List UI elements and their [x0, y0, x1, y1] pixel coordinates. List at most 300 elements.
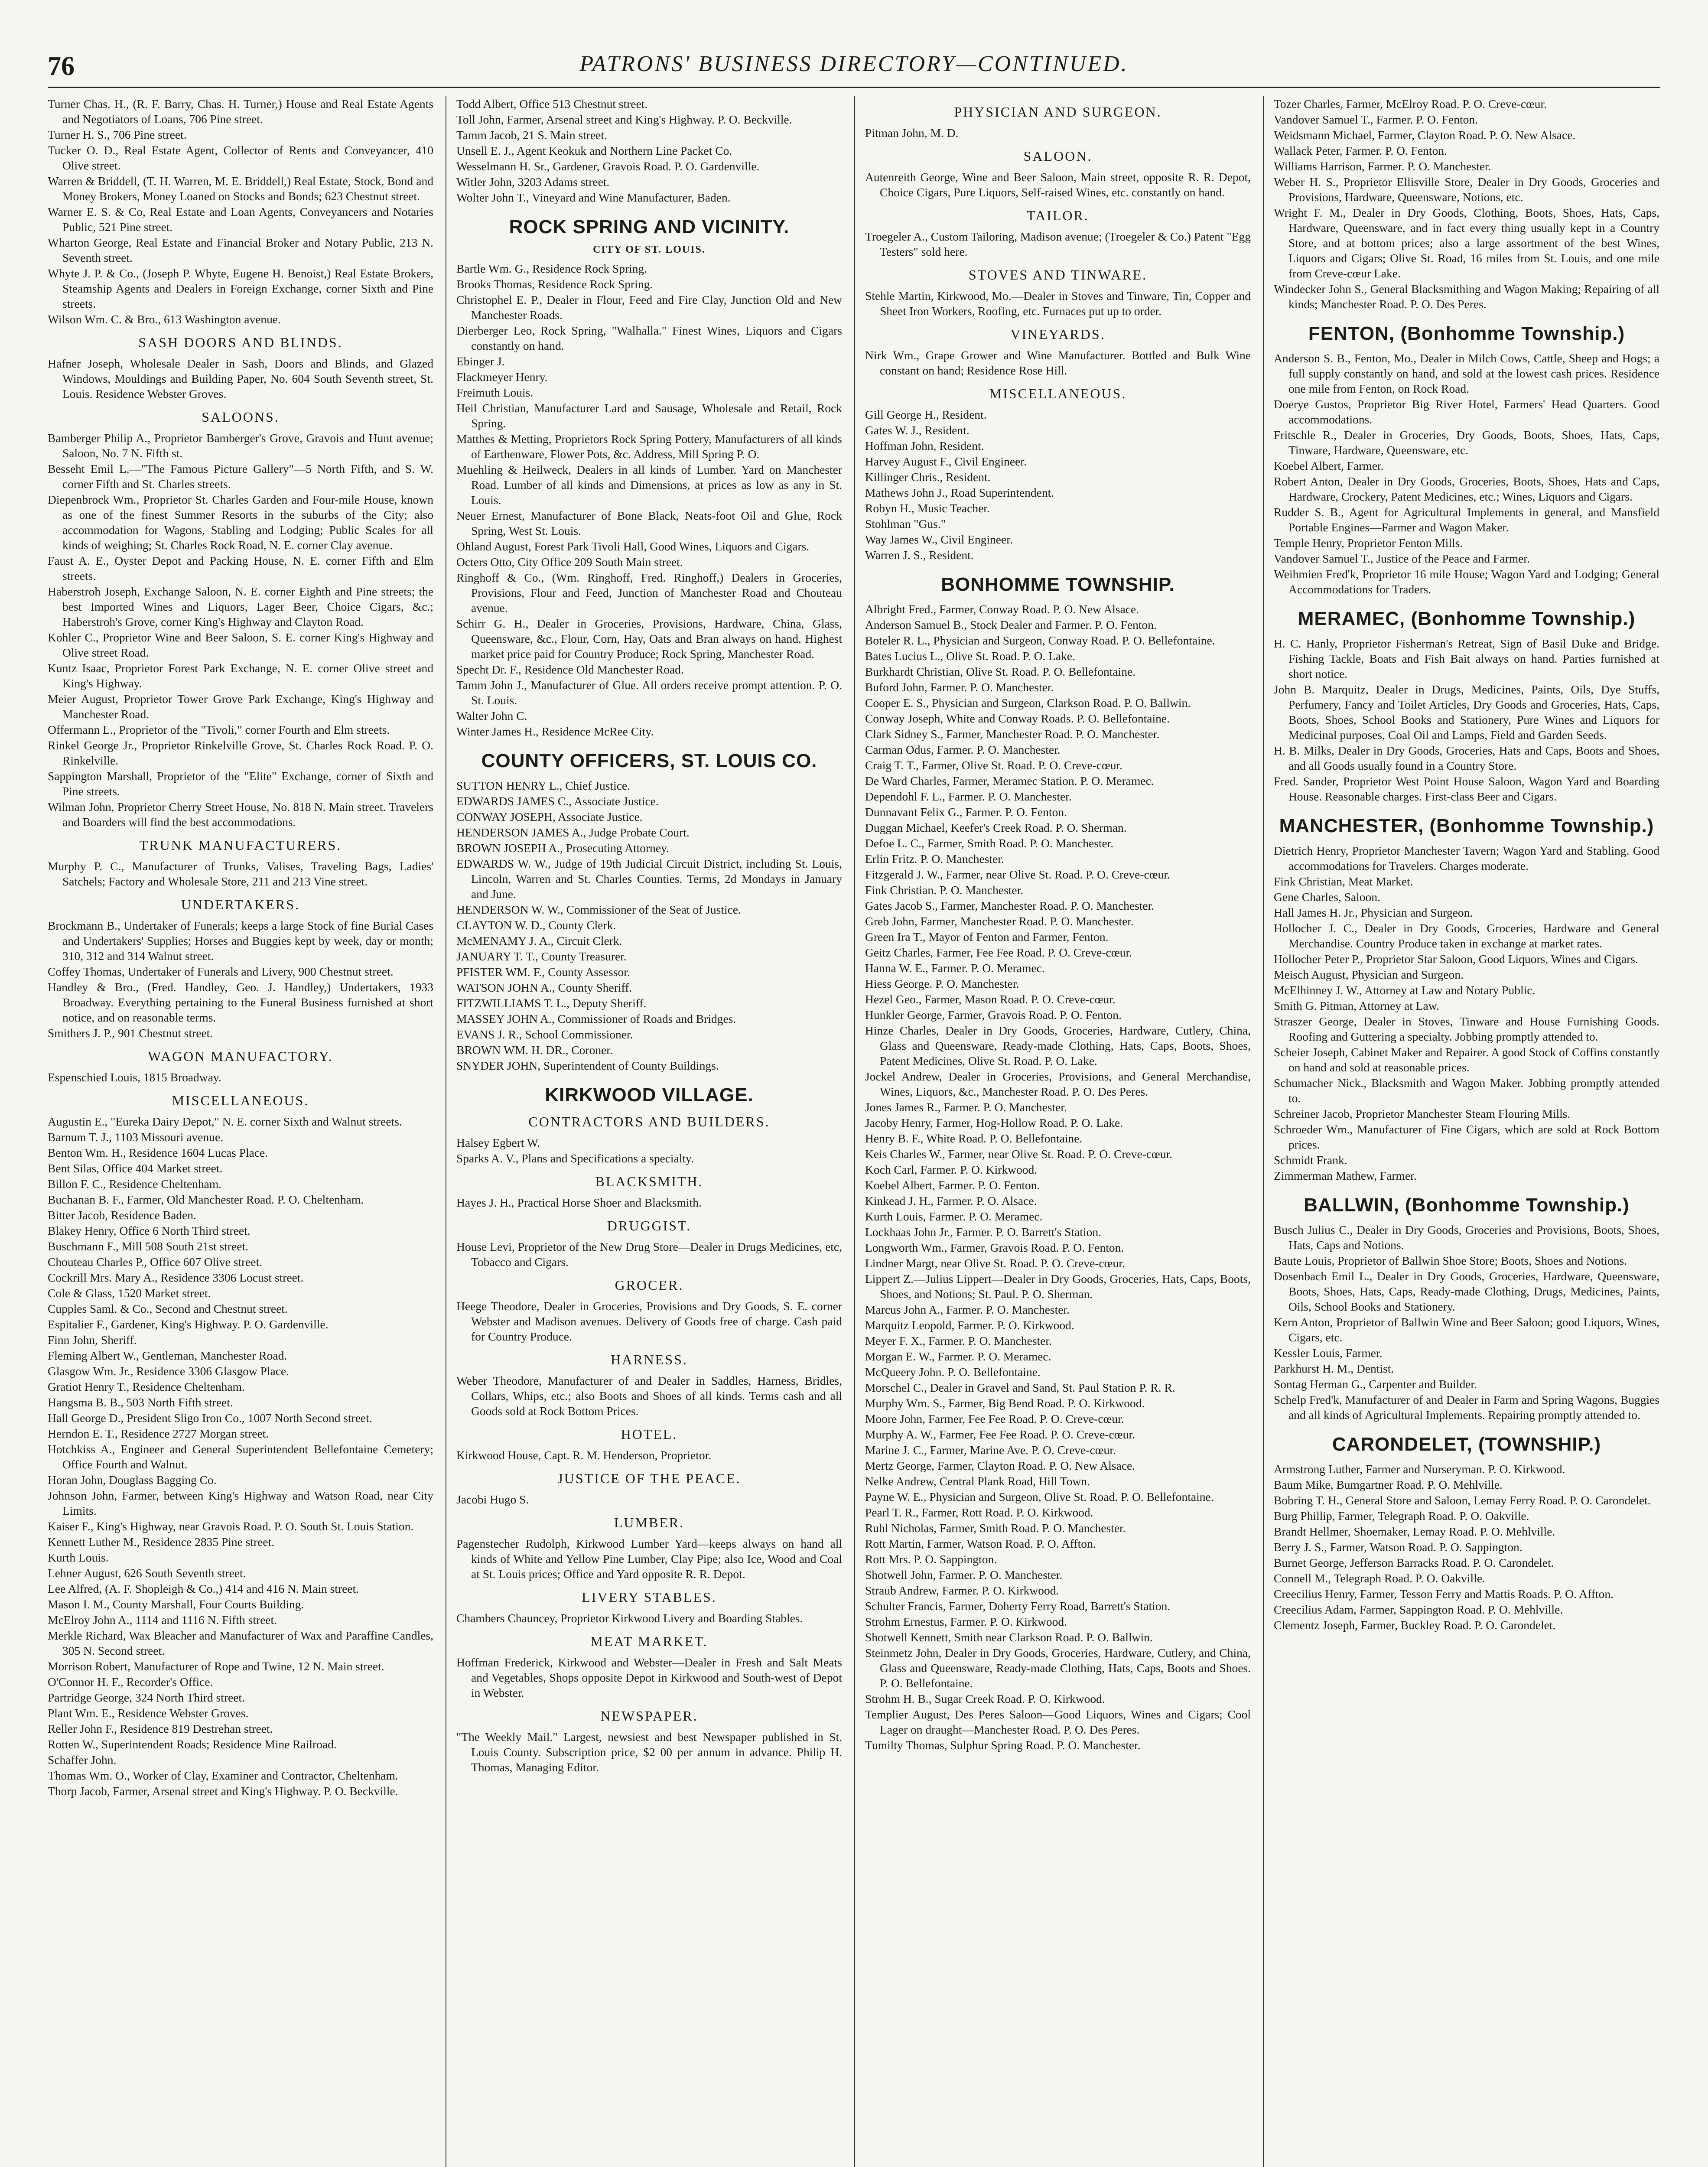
directory-entry: CONWAY JOSEPH, Associate Justice.: [456, 810, 643, 823]
section-heading: LUMBER.: [614, 1515, 685, 1530]
directory-entry: Hunkler George, Farmer, Gravois Road. P. O. Fenton.: [865, 1008, 1122, 1022]
directory-entry: Morschel C., Dealer in Gravel and Sand, St. Paul Station P. R. R.: [865, 1381, 1175, 1394]
directory-entry: Wright F. M., Dealer in Dry Goods, Clothing, Boots, Shoes, Hats, Caps, Hardware, Queensware, and in fact every thing usually kept in a Country Store, and at bottom prices; also a large assortment of the best Wines, Liquors and Cigars; Olive St. Road, 16 miles from St. Louis, and one mile from Creve-cœur Lake.: [1274, 206, 1659, 280]
directory-entry: Schulter Francis, Farmer, Doherty Ferry Road, Barrett's Station.: [865, 1599, 1171, 1613]
directory-entry: Weber H. S., Proprietor Ellisville Store, Dealer in Dry Goods, Groceries and Provisions, Hardware, Queensware, Notions, etc.: [1274, 175, 1659, 204]
directory-entry: Heil Christian, Manufacturer Lard and Sausage, Wholesale and Retail, Rock Spring.: [456, 401, 842, 430]
directory-entry: Schroeder Wm., Manufacturer of Fine Cigars, which are sold at Rock Bottom prices.: [1274, 1123, 1659, 1151]
directory-entry: Boteler R. L., Physician and Surgeon, Conway Road. P. O. Bellefontaine.: [865, 634, 1215, 647]
directory-entry: Christophel E. P., Dealer in Flour, Feed and Fire Clay, Junction Old and New Manchester Roads.: [456, 293, 842, 322]
directory-entry: Anderson S. B., Fenton, Mo., Dealer in Milch Cows, Cattle, Sheep and Hogs; a full supply constantly on hand, and sold at the lowest cash prices. Residence one mile from Fenton, on Rock Road.: [1274, 351, 1659, 395]
directory-entry: Bates Lucius L., Olive St. Road. P. O. Lake.: [865, 649, 1076, 663]
directory-entry: Todd Albert, Office 513 Chestnut street.: [456, 97, 648, 111]
directory-entry: Gill George H., Resident.: [865, 408, 987, 421]
directory-entry: Troegeler A., Custom Tailoring, Madison avenue; (Troegeler & Co.) Patent "Egg Testers" sold here.: [865, 230, 1251, 258]
directory-entry: Doerye Gustos, Proprietor Big River Hotel, Farmers' Head Quarters. Good accommodations.: [1274, 397, 1659, 426]
directory-entry: Jones James R., Farmer. P. O. Manchester.: [865, 1100, 1067, 1114]
directory-entry: Benton Wm. H., Residence 1604 Lucas Place.: [48, 1146, 268, 1159]
directory-entry: Hinze Charles, Dealer in Dry Goods, Groceries, Hardware, Cutlery, China, Glass and Queensware, Ready-made Clothing, Hats, Caps, Boots, Shoes, Patent Medicines, Olive St. Road. P. O. Lake.: [865, 1024, 1251, 1067]
directory-entry: WATSON JOHN A., County Sheriff.: [456, 981, 632, 994]
directory-entry: Blakey Henry, Office 6 North Third street.: [48, 1224, 251, 1237]
directory-entry: Herndon E. T., Residence 2727 Morgan street.: [48, 1427, 269, 1440]
directory-entry: Murphy A. W., Farmer, Fee Fee Road. P. O. Creve-cœur.: [865, 1428, 1135, 1441]
directory-entry: Greb John, Farmer, Manchester Road. P. O. Manchester.: [865, 914, 1134, 928]
section-heading: JUSTICE OF THE PEACE.: [557, 1471, 741, 1486]
directory-entry: Albright Fred., Farmer, Conway Road. P. O. New Alsace.: [865, 602, 1139, 616]
directory-entry: Buchanan B. F., Farmer, Old Manchester Road. P. O. Cheltenham.: [48, 1193, 364, 1206]
directory-entry: Gratiot Henry T., Residence Cheltenham.: [48, 1380, 245, 1393]
directory-entry: Barnum T. J., 1103 Missouri avenue.: [48, 1130, 224, 1144]
directory-entry: Connell M., Telegraph Road. P. O. Oakville.: [1274, 1572, 1485, 1585]
directory-entry: Kurth Louis, Farmer. P. O. Meramec.: [865, 1210, 1043, 1223]
directory-entry: Neuer Ernest, Manufacturer of Bone Black, Neats-foot Oil and Glue, Rock Spring, West St. Louis.: [456, 509, 842, 537]
section-heading: LIVERY STABLES.: [582, 1589, 717, 1605]
directory-entry: Pitman John, M. D.: [865, 126, 959, 140]
directory-entry: Pearl T. R., Farmer, Rott Road. P. O. Kirkwood.: [865, 1506, 1093, 1519]
directory-entry: Ohland August, Forest Park Tivoli Hall, Good Wines, Liquors and Cigars.: [456, 540, 810, 553]
directory-entry: Besseht Emil L.—"The Famous Picture Gallery"—5 North Fifth, and S. W. corner Fifth and St. Charles streets.: [48, 462, 433, 491]
section-title: BALLWIN, (Bonhomme Township.): [1304, 1194, 1630, 1216]
directory-entry: Walter John C.: [456, 709, 527, 722]
directory-entry: Gene Charles, Saloon.: [1274, 890, 1380, 904]
directory-entry: CLAYTON W. D., County Clerk.: [456, 918, 616, 932]
directory-entry: Strohm Ernestus, Farmer. P. O. Kirkwood.: [865, 1615, 1067, 1628]
directory-entry: Offermann L., Proprietor of the "Tivoli," corner Fourth and Elm streets.: [48, 723, 390, 736]
directory-entry: Carman Odus, Farmer. P. O. Manchester.: [865, 743, 1061, 756]
directory-entry: Kohler C., Proprietor Wine and Beer Saloon, S. E. corner King's Highway and Olive street Road.: [48, 631, 433, 659]
directory-entry: Hanna W. E., Farmer. P. O. Meramec.: [865, 961, 1045, 975]
directory-entry: Warner E. S. & Co, Real Estate and Loan Agents, Conveyancers and Notaries Public, 521 Pine street.: [48, 205, 433, 234]
directory-entry: SNYDER JOHN, Superintendent of County Buildings.: [456, 1059, 719, 1072]
column-3: [865, 96, 1251, 2167]
directory-entry: Stehle Martin, Kirkwood, Mo.—Dealer in Stoves and Tinware, Tin, Copper and Sheet Iron Workers, Roofing, etc. Furnaces put up to order.: [865, 289, 1251, 318]
directory-entry: Wilman John, Proprietor Cherry Street House, No. 818 N. Main street. Travelers and Boarders will find the best accommodations.: [48, 800, 433, 829]
directory-entry: Fink Christian, Meat Market.: [1274, 875, 1413, 888]
directory-entry: Schreiner Jacob, Proprietor Manchester Steam Flouring Mills.: [1274, 1107, 1571, 1120]
directory-entry: Jacoby Henry, Farmer, Hog-Hollow Road. P. O. Lake.: [865, 1116, 1123, 1129]
directory-entry: Armstrong Luther, Farmer and Nurseryman. P. O. Kirkwood.: [1274, 1462, 1565, 1476]
directory-entry: Lippert Z.—Julius Lippert—Dealer in Dry Goods, Groceries, Hats, Caps, Boots, Shoes, and Notions; St. Paul. P. O. Sherman.: [865, 1272, 1251, 1301]
column-4: [1274, 96, 1659, 2167]
directory-entry: Morgan E. W., Farmer. P. O. Meramec.: [865, 1350, 1051, 1363]
directory-entry: Hiess George. P. O. Manchester.: [865, 977, 1019, 990]
directory-entry: Hafner Joseph, Wholesale Dealer in Sash, Doors and Blinds, and Glazed Windows, Mouldings and Building Paper, No. 604 South Seventh street, St. Louis. Residence Webster Groves.: [48, 357, 433, 400]
directory-entry: Clark Sidney S., Farmer, Manchester Road. P. O. Manchester.: [865, 727, 1160, 741]
directory-entry: Green Ira T., Mayor of Fenton and Farmer, Fenton.: [865, 930, 1109, 944]
directory-entry: Buschmann F., Mill 508 South 21st street.: [48, 1240, 249, 1253]
directory-entry: Wolter John T., Vineyard and Wine Manufacturer, Baden.: [456, 191, 731, 204]
section-heading: HARNESS.: [611, 1352, 688, 1367]
directory-entry: H. C. Hanly, Proprietor Fisherman's Retreat, Sign of Basil Duke and Bridge. Fishing Tackle, Boats and Fish Bait always on hand. Parties furnished at short notice.: [1274, 637, 1659, 680]
directory-entry: Espitalier F., Gardener, King's Highway. P. O. Gardenville.: [48, 1318, 329, 1331]
directory-entry: Hollocher J. C., Dealer in Dry Goods, Groceries, Hardware and General Merchandise. Country Produce taken in exchange at market rates.: [1274, 921, 1659, 950]
directory-entry: Schumacher Nick., Blacksmith and Wagon Maker. Jobbing promptly attended to.: [1274, 1076, 1659, 1105]
section-title: BONHOMME TOWNSHIP.: [941, 574, 1175, 595]
directory-entry: Longworth Wm., Farmer, Gravois Road. P. O. Fenton.: [865, 1241, 1124, 1254]
directory-entry: Burg Phillip, Farmer, Telegraph Road. P. O. Oakville.: [1274, 1509, 1529, 1523]
directory-entry: Clementz Joseph, Farmer, Buckley Road. P. O. Carondelet.: [1274, 1618, 1556, 1632]
section-heading: GROCER.: [615, 1277, 684, 1293]
directory-entry: Kessler Louis, Farmer.: [1274, 1346, 1383, 1360]
directory-entry: HENDERSON W. W., Commissioner of the Seat of Justice.: [456, 903, 741, 916]
directory-entry: HENDERSON JAMES A., Judge Probate Court.: [456, 826, 690, 839]
directory-entry: Williams Harrison, Farmer. P. O. Manchester.: [1274, 159, 1491, 173]
directory-entry: Brooks Thomas, Residence Rock Spring.: [456, 277, 653, 291]
directory-entry: Unsell E. J., Agent Keokuk and Northern Line Packet Co.: [456, 144, 732, 157]
directory-entry: McElroy John A., 1114 and 1116 N. Fifth street.: [48, 1613, 277, 1627]
section-title: MERAMEC, (Bonhomme Township.): [1298, 608, 1636, 629]
directory-entry: Winter James H., Residence McRee City.: [456, 725, 654, 738]
directory-entry: Burkhardt Christian, Olive St. Road. P. O. Bellefontaine.: [865, 665, 1136, 678]
section-title: FENTON, (Bonhomme Township.): [1308, 323, 1625, 344]
directory-entry: Kurth Louis.: [48, 1551, 109, 1564]
directory-entry: Muehling & Heilweck, Dealers in all kinds of Lumber. Yard on Manchester Road. Lumber of all kinds and Dimensions, at prices as low as any in St. Louis.: [456, 463, 842, 507]
directory-entry: Buford John, Farmer. P. O. Manchester.: [865, 680, 1054, 694]
directory-entry: FITZWILLIAMS T. L., Deputy Sheriff.: [456, 996, 647, 1010]
directory-entry: Wesselmann H. Sr., Gardener, Gravois Road. P. O. Gardenville.: [456, 159, 760, 173]
directory-entry: Glasgow Wm. Jr., Residence 3306 Glasgow Place.: [48, 1364, 290, 1378]
directory-entry: Tamm John J., Manufacturer of Glue. All orders receive prompt attention. P. O. St. Louis.: [456, 678, 842, 707]
directory-entry: Jockel Andrew, Dealer in Groceries, Provisions, and General Merchandise, Wines, Liquors, &c., Manchester Road. P. O. Des Peres.: [865, 1070, 1251, 1098]
directory-entry: Lee Alfred, (A. F. Shopleigh & Co.,) 414 and 416 N. Main street.: [48, 1582, 359, 1595]
directory-entry: Creecilius Henry, Farmer, Tesson Ferry and Mattis Roads. P. O. Affton.: [1274, 1587, 1614, 1601]
section-heading: SASH DOORS AND BLINDS.: [138, 335, 343, 350]
directory-entry: Turner H. S., 706 Pine street.: [48, 128, 187, 141]
directory-entry: Rinkel George Jr., Proprietor Rinkelville Grove, St. Charles Rock Road. P. O. Rinkelville.: [48, 739, 433, 767]
directory-entry: Murphy Wm. S., Farmer, Big Bend Road. P. O. Kirkwood.: [865, 1396, 1145, 1410]
directory-entry: Kirkwood House, Capt. R. M. Henderson, Proprietor.: [456, 1448, 712, 1462]
section-heading: MEAT MARKET.: [590, 1633, 708, 1649]
directory-entry: Ruhl Nicholas, Farmer, Smith Road. P. O. Manchester.: [865, 1521, 1126, 1535]
directory-entry: Erlin Fritz. P. O. Manchester.: [865, 852, 1004, 865]
directory-entry: Schaffer John.: [48, 1753, 117, 1767]
directory-entry: Bobring T. H., General Store and Saloon, Lemay Ferry Road. P. O. Carondelet.: [1274, 1493, 1651, 1507]
directory-entry: McQueery John. P. O. Bellefontaine.: [865, 1365, 1041, 1379]
directory-entry: PFISTER WM. F., County Assessor.: [456, 965, 630, 979]
directory-entry: Lindner Margt, near Olive St. Road. P. O. Creve-cœur.: [865, 1256, 1125, 1270]
section-heading: UNDERTAKERS.: [181, 897, 300, 912]
directory-entry: Marine J. C., Farmer, Marine Ave. P. O. Creve-cœur.: [865, 1443, 1116, 1457]
directory-entry: Espenschied Louis, 1815 Broadway.: [48, 1070, 221, 1084]
directory-entry: Horan John, Douglass Bagging Co.: [48, 1473, 217, 1487]
directory-entry: Autenreith George, Wine and Beer Saloon, Main street, opposite R. R. Depot, Choice Cigars, Pure Liquors, Self-raised Wines, etc. constantly on hand.: [865, 170, 1251, 199]
directory-entry: Wharton George, Real Estate and Financial Broker and Notary Public, 213 N. Seventh street.: [48, 236, 433, 264]
directory-entry: Smithers J. P., 901 Chestnut street.: [48, 1026, 213, 1040]
directory-entry: Coffey Thomas, Undertaker of Funerals and Livery, 900 Chestnut street.: [48, 965, 394, 978]
directory-entry: BROWN JOSEPH A., Prosecuting Attorney.: [456, 841, 669, 855]
directory-entry: John B. Marquitz, Dealer in Drugs, Medicines, Paints, Oils, Dye Stuffs, Perfumery, Fancy and Toilet Articles, Dry Goods and Groceries, Hats, Caps, Boots, Shoes, School Books and Stationery, Pure Wines and Liquors for Medicinal purposes, Coal Oil and Lamps, Field and Garden Seeds.: [1274, 683, 1659, 742]
directory-entry: Henry B. F., White Road. P. O. Bellefontaine.: [865, 1132, 1083, 1145]
directory-entry: Hezel Geo., Farmer, Mason Road. P. O. Creve-cœur.: [865, 992, 1116, 1006]
directory-entry: Nelke Andrew, Central Plank Road, Hill Town.: [865, 1474, 1090, 1488]
directory-entry: Chambers Chauncey, Proprietor Kirkwood Livery and Boarding Stables.: [456, 1611, 803, 1625]
directory-entry: Rudder S. B., Agent for Agricultural Implements in general, and Mansfield Portable Engines—Farmer and Wagon Maker.: [1274, 505, 1659, 534]
header-rule: [48, 87, 1660, 88]
directory-entry: Ringhoff & Co., (Wm. Ringhoff, Fred. Ringhoff,) Dealers in Groceries, Provisions, Flour and Feed, Junction of Manchester Road and Chouteau avenue.: [456, 571, 842, 615]
directory-entry: Hoffman Frederick, Kirkwood and Webster—Dealer in Fresh and Salt Meats and Vegetables, Shops opposite Depot in Kirkwood and South-west of Depot in Webster.: [456, 1656, 842, 1699]
section-heading: STOVES AND TINWARE.: [968, 267, 1148, 283]
directory-entry: Robert Anton, Dealer in Dry Goods, Groceries, Boots, Shoes, Hats and Caps, Hardware, Crockery, Patent Medicines, etc.; Wines, Liquors and Cigars.: [1274, 475, 1659, 503]
column-divider: [1263, 96, 1264, 2167]
directory-entry: H. B. Milks, Dealer in Dry Goods, Groceries, Hats and Caps, Boots and Shoes, and all Goods usually found in a Country Store.: [1274, 744, 1659, 772]
directory-entry: Kuntz Isaac, Proprietor Forest Park Exchange, N. E. corner Olive street and King's Highway.: [48, 661, 433, 690]
directory-entry: Rott Martin, Farmer, Watson Road. P. O. Affton.: [865, 1537, 1096, 1550]
directory-entry: Weber Theodore, Manufacturer of and Dealer in Saddles, Harness, Bridles, Collars, Whips, etc.; also Boots and Shoes of all kinds. Terms cash and all Goods sold at Rock Bottom Prices.: [456, 1374, 842, 1418]
section-heading: HOTEL.: [621, 1426, 678, 1442]
directory-entry: Smith G. Pitman, Attorney at Law.: [1274, 999, 1439, 1012]
directory-entry: Ebinger J.: [456, 355, 505, 368]
directory-entry: EDWARDS W. W., Judge of 19th Judicial Circuit District, including St. Louis, Lincoln, Warren and St. Charles Counties. Terms, 2d Mondays in January and June.: [456, 857, 842, 901]
directory-entry: Conway Joseph, White and Conway Roads. P. O. Bellefontaine.: [865, 712, 1170, 725]
directory-entry: Bent Silas, Office 404 Market street.: [48, 1162, 223, 1175]
directory-entry: Straszer George, Dealer in Stoves, Tinware and House Furnishing Goods. Roofing and Guttering a specialty. Jobbing promptly attended to.: [1274, 1015, 1659, 1043]
directory-entry: MASSEY JOHN A., Commissioner of Roads and Bridges.: [456, 1012, 736, 1025]
directory-entry: Thorp Jacob, Farmer, Arsenal street and King's Highway. P. O. Beckville.: [48, 1784, 398, 1798]
directory-entry: Tucker O. D., Real Estate Agent, Collector of Rents and Conveyancer, 410 Olive street.: [48, 143, 433, 172]
section-title: COUNTY OFFICERS, ST. LOUIS CO.: [481, 750, 817, 771]
directory-entry: Plant Wm. E., Residence Webster Groves.: [48, 1706, 249, 1720]
directory-entry: Diepenbrock Wm., Proprietor St. Charles Garden and Four-mile House, known as one of the finest Summer Resorts in the suburbs of the City; also accommodation for Wagons, Stabling and Lodging; Public Scales for all kinds of weighing; St. Charles Rock Road, N. E. corner Clay avenue.: [48, 493, 433, 552]
directory-entry: Jacobi Hugo S.: [456, 1493, 529, 1506]
directory-entry: Mason I. M., County Marshall, Four Courts Building.: [48, 1598, 304, 1611]
directory-entry: Reller John F., Residence 819 Destrehan street.: [48, 1722, 273, 1735]
section-heading: DRUGGIST.: [607, 1218, 692, 1233]
directory-entry: Dosenbach Emil L., Dealer in Dry Goods, Groceries, Hardware, Queensware, Boots, Shoes, Hats, Caps, Ready-made Clothing, Drugs, Medicines, Paints, Oils, School Books and Stationery.: [1274, 1269, 1659, 1313]
directory-entry: Augustin E., "Eureka Dairy Depot," N. E. corner Sixth and Walnut streets.: [48, 1115, 402, 1128]
section-title: MANCHESTER, (Bonhomme Township.): [1279, 815, 1654, 836]
column-2: [456, 96, 842, 2167]
directory-entry: Rott Mrs. P. O. Sappington.: [865, 1552, 997, 1566]
directory-entry: Harvey August F., Civil Engineer.: [865, 455, 1027, 468]
running-head: PATRONS' BUSINESS DIRECTORY—CONTINUED.: [579, 52, 1129, 76]
directory-entry: Anderson Samuel B., Stock Dealer and Farmer. P. O. Fenton.: [865, 618, 1157, 631]
directory-entry: Dietrich Henry, Proprietor Manchester Tavern; Wagon Yard and Stabling. Good accommodations for Travelers. Charges moderate.: [1274, 844, 1659, 872]
directory-entry: Koebel Albert, Farmer.: [1274, 459, 1384, 472]
directory-entry: Strohm H. B., Sugar Creek Road. P. O. Kirkwood.: [865, 1692, 1105, 1705]
section-heading: NEWSPAPER.: [600, 1708, 698, 1724]
directory-entry: Wilson Wm. C. & Bro., 613 Washington avenue.: [48, 312, 281, 326]
columns: [48, 96, 1660, 2167]
directory-entry: Koch Carl, Farmer. P. O. Kirkwood.: [865, 1163, 1038, 1176]
directory-entry: Parkhurst H. M., Dentist.: [1274, 1362, 1394, 1375]
directory-entry: Tozer Charles, Farmer, McElroy Road. P. O. Creve-cœur.: [1274, 97, 1547, 111]
directory-entry: Warren & Briddell, (T. H. Warren, M. E. Briddell,) Real Estate, Stock, Bond and Money Brokers, Money Loaned on Stocks and Bonds; 623 Chestnut street.: [48, 174, 433, 203]
directory-entry: Geitz Charles, Farmer, Fee Fee Road. P. O. Creve-cœur.: [865, 946, 1132, 959]
section-heading: SALOONS.: [202, 409, 280, 425]
directory-entry: Hollocher Peter P., Proprietor Star Saloon, Good Liquors, Wines and Cigars.: [1274, 952, 1638, 966]
directory-entry: Schelp Fred'k, Manufacturer of and Dealer in Farm and Spring Wagons, Buggies and all kinds of Agricultural Implements. Repairing promptly attended to.: [1274, 1393, 1659, 1422]
directory-entry: Lehner August, 626 South Seventh street.: [48, 1566, 246, 1580]
directory-entry: Bartle Wm. G., Residence Rock Spring.: [456, 262, 647, 275]
directory-entry: Tamm Jacob, 21 S. Main street.: [456, 128, 607, 142]
directory-entry: Vandover Samuel T., Justice of the Peace and Farmer.: [1274, 552, 1530, 565]
directory-entry: Whyte J. P. & Co., (Joseph P. Whyte, Eugene H. Benoist,) Real Estate Brokers, Steamship Agents and Dealers in Foreign Exchange, corner Sixth and Pine streets.: [48, 267, 433, 310]
directory-entry: Windecker John S., General Blacksmithing and Wagon Making; Repairing of all kinds; Manchester Road. P. O. Des Peres.: [1274, 282, 1659, 311]
directory-entry: Straub Andrew, Farmer. P. O. Kirkwood.: [865, 1584, 1059, 1597]
directory-entry: Gates Jacob S., Farmer, Manchester Road. P. O. Manchester.: [865, 899, 1155, 912]
directory-entry: Weihmien Fred'k, Proprietor 16 mile House; Wagon Yard and Lodging; General Accommodations for Traders.: [1274, 567, 1659, 596]
directory-entry: Partridge George, 324 North Third street.: [48, 1691, 245, 1704]
directory-entry: Payne W. E., Physician and Surgeon, Olive St. Road. P. O. Bellefontaine.: [865, 1490, 1214, 1503]
directory-entry: Flackmeyer Henry.: [456, 370, 548, 384]
directory-entry: Koebel Albert, Farmer. P. O. Fenton.: [865, 1178, 1040, 1192]
directory-entry: McMENAMY J. A., Circuit Clerk.: [456, 934, 622, 947]
section-heading: VINEYARDS.: [1010, 326, 1106, 342]
directory-entry: Temple Henry, Proprietor Fenton Mills.: [1274, 536, 1463, 550]
directory-entry: Chouteau Charles P., Office 607 Olive street.: [48, 1255, 263, 1269]
directory-entry: Mertz George, Farmer, Clayton Road. P. O. New Alsace.: [865, 1459, 1135, 1472]
column-1: [48, 96, 433, 2167]
directory-entry: Faust A. E., Oyster Depot and Packing House, N. E. corner Fifth and Elm streets.: [48, 554, 433, 582]
directory-entry: Busch Julius C., Dealer in Dry Goods, Groceries and Provisions, Boots, Shoes, Hats, Caps and Notions.: [1274, 1223, 1659, 1252]
directory-entry: Tumilty Thomas, Sulphur Spring Road. P. O. Manchester.: [865, 1738, 1141, 1752]
directory-entry: Halsey Egbert W.: [456, 1136, 540, 1149]
directory-entry: Billon F. C., Residence Cheltenham.: [48, 1177, 222, 1191]
directory-entry: Fred. Sander, Proprietor West Point House Saloon, Wagon Yard and Boarding House. Reasonable charges. First-class Beer and Cigars.: [1274, 774, 1659, 803]
directory-entry: Defoe L. C., Farmer, Smith Road. P. O. Manchester.: [865, 836, 1114, 850]
section-title: CARONDELET, (TOWNSHIP.): [1332, 1434, 1601, 1455]
directory-entry: Fink Christian. P. O. Manchester.: [865, 883, 1024, 897]
section-title: KIRKWOOD VILLAGE.: [545, 1084, 754, 1106]
directory-entry: Cooper E. S., Physician and Surgeon, Clarkson Road. P. O. Ballwin.: [865, 696, 1191, 709]
directory-entry: Meyer F. X., Farmer. P. O. Manchester.: [865, 1334, 1052, 1347]
directory-entry: Wallack Peter, Farmer. P. O. Fenton.: [1274, 144, 1447, 157]
section-heading: CONTRACTORS AND BUILDERS.: [528, 1114, 770, 1129]
directory-entry: Marquitz Leopold, Farmer. P. O. Kirkwood.: [865, 1318, 1074, 1332]
section-title: ROCK SPRING AND VICINITY.: [509, 216, 790, 238]
directory-entry: Marcus John A., Farmer. P. O. Manchester.: [865, 1303, 1070, 1316]
directory-entry: Schmidt Frank.: [1274, 1153, 1347, 1167]
directory-entry: Shotwell Kennett, Smith near Clarkson Road. P. O. Ballwin.: [865, 1630, 1153, 1644]
directory-entry: Baute Louis, Proprietor of Ballwin Shoe Store; Boots, Shoes and Notions.: [1274, 1254, 1627, 1267]
directory-entry: Fritschle R., Dealer in Groceries, Dry Goods, Boots, Shoes, Hats, Caps, Tinware, Hardware, Queensware, etc.: [1274, 428, 1659, 457]
directory-entry: EVANS J. R., School Commissioner.: [456, 1028, 633, 1041]
section-heading: TRUNK MANUFACTURERS.: [139, 837, 342, 853]
directory-entry: Matthes & Metting, Proprietors Rock Spring Pottery, Manufacturers of all kinds of Earthenware, Flower Pots, &c. Address, Mill Spring P. O.: [456, 432, 842, 461]
directory-entry: Octers Otto, City Office 209 South Main street.: [456, 555, 683, 569]
directory-entry: Fleming Albert W., Gentleman, Manchester Road.: [48, 1349, 287, 1362]
directory-entry: Meisch August, Physician and Surgeon.: [1274, 968, 1464, 981]
directory-entry: Cole & Glass, 1520 Market street.: [48, 1286, 211, 1300]
directory-entry: Creecilius Adam, Farmer, Sappington Road. P. O. Mehlville.: [1274, 1603, 1563, 1616]
directory-entry: Finn John, Sheriff.: [48, 1333, 137, 1347]
directory-entry: Sparks A. V., Plans and Specifications a specialty.: [456, 1152, 694, 1165]
directory-entry: Mathews John J., Road Superintendent.: [865, 486, 1054, 499]
directory-entry: Craig T. T., Farmer, Olive St. Road. P. O. Creve-cœur.: [865, 758, 1123, 772]
directory-entry: Murphy P. C., Manufacturer of Trunks, Valises, Traveling Bags, Ladies' Satchels; Factory and Wholesale Store, 211 and 213 Vine street.: [48, 859, 433, 888]
directory-entry: Freimuth Louis.: [456, 386, 534, 399]
directory-entry: Vandover Samuel T., Farmer. P. O. Fenton.: [1274, 113, 1478, 126]
directory-entry: Hotchkiss A., Engineer and General Superintendent Bellefontaine Cemetery; Office Fourth and Walnut.: [48, 1442, 433, 1471]
directory-entry: Johnson John, Farmer, between King's Highway and Watson Road, near City Limits.: [48, 1489, 433, 1517]
directory-entry: Bitter Jacob, Residence Baden.: [48, 1208, 196, 1222]
directory-entry: Hall James H. Jr., Physician and Surgeon.: [1274, 906, 1473, 919]
column-divider: [854, 96, 855, 2167]
directory-entry: Thomas Wm. O., Worker of Clay, Examiner and Contractor, Cheltenham.: [48, 1769, 398, 1782]
directory-entry: Toll John, Farmer, Arsenal street and King's Highway. P. O. Beckville.: [456, 113, 792, 126]
section-heading: MISCELLANEOUS.: [172, 1093, 309, 1108]
directory-entry: Steinmetz John, Dealer in Dry Goods, Groceries, Hardware, Cutlery, and China, Glass and Queensware, Ready-made Clothing, Hats, Caps, Boots and Shoes. P. O. Bellefontaine.: [865, 1646, 1251, 1690]
directory-entry: Haberstroh Joseph, Exchange Saloon, N. E. corner Eighth and Pine streets; the best Imported Wines and Liquors, Lager Beer, Choice Cigars, &c.; Haberstroh's Grove, corner King's Highway and Clayton Road.: [48, 585, 433, 628]
directory-entry: Dierberger Leo, Rock Spring, "Walhalla." Finest Wines, Liquors and Cigars constantly on hand.: [456, 324, 842, 352]
directory-entry: Dependohl F. L., Farmer. P. O. Manchester.: [865, 790, 1072, 803]
directory-entry: Scheier Joseph, Cabinet Maker and Repairer. A good Stock of Coffins constantly on hand and sold at reasonable prices.: [1274, 1045, 1659, 1074]
directory-entry: Lockhaas John Jr., Farmer. P. O. Barrett's Station.: [865, 1225, 1101, 1239]
directory-entry: Schirr G. H., Dealer in Groceries, Provisions, Hardware, China, Glass, Queensware, &c., Flour, Corn, Hay, Oats and Bran always on hand. Highest market price paid for Country Produce; Rock Spring, Manchester Road.: [456, 617, 842, 661]
directory-entry: Sontag Herman G., Carpenter and Builder.: [1274, 1377, 1477, 1391]
directory-entry: Rotten W., Superintendent Roads; Residence Mine Railroad.: [48, 1738, 337, 1751]
directory-entry: Hoffman John, Resident.: [865, 439, 984, 452]
directory-entry: Baum Mike, Bumgartner Road. P. O. Mehlville.: [1274, 1478, 1503, 1491]
directory-entry: House Levi, Proprietor of the New Drug Store—Dealer in Drugs Medicines, etc, Tobacco and Cigars.: [456, 1240, 842, 1269]
directory-entry: Brandt Hellmer, Shoemaker, Lemay Road. P. O. Mehlville.: [1274, 1525, 1555, 1538]
directory-entry: SUTTON HENRY L., Chief Justice.: [456, 779, 631, 792]
directory-entry: Cupples Saml. & Co., Second and Chestnut street.: [48, 1302, 288, 1315]
directory-entry: Merkle Richard, Wax Bleacher and Manufacturer of Wax and Paraffine Candles, 305 N. Second street.: [48, 1629, 433, 1657]
directory-entry: Morrison Robert, Manufacturer of Rope and Twine, 12 N. Main street.: [48, 1659, 384, 1673]
directory-entry: Robyn H., Music Teacher.: [865, 501, 990, 515]
directory-entry: Kinkead J. H., Farmer. P. O. Alsace.: [865, 1194, 1037, 1207]
directory-entry: Heege Theodore, Dealer in Groceries, Provisions and Dry Goods, S. E. corner Webster and Madison avenues. Delivery of Goods free of charge. Cash paid for Country Produce.: [456, 1299, 842, 1343]
directory-entry: Dunnavant Felix G., Farmer. P. O. Fenton.: [865, 805, 1067, 819]
directory-entry: Specht Dr. F., Residence Old Manchester Road.: [456, 663, 684, 676]
section-heading: MISCELLANEOUS.: [989, 386, 1127, 401]
directory-entry: Sappington Marshall, Proprietor of the "Elite" Exchange, corner of Sixth and Pine streets.: [48, 769, 433, 798]
directory-entry: Handley & Bro., (Fred. Handley, Geo. J. Handley,) Undertakers, 1933 Broadway. Everything pertaining to the Funeral Business furnished at short notice, and on reasonable terms.: [48, 980, 433, 1024]
directory-entry: McElhinney J. W., Attorney at Law and Notary Public.: [1274, 983, 1536, 997]
directory-entry: Pagenstecher Rudolph, Kirkwood Lumber Yard—keeps always on hand all kinds of White and Yellow Pine Lumber, Clay Pipe; also Ice, Wood and Coal at St. Louis prices; Office and Yard opposite R. R. Depot.: [456, 1537, 842, 1581]
directory-entry: Kennett Luther M., Residence 2835 Pine street.: [48, 1535, 275, 1549]
directory-entry: Keis Charles W., Farmer, near Olive St. Road. P. O. Creve-cœur.: [865, 1147, 1173, 1161]
directory-entry: Bamberger Philip A., Proprietor Bamberger's Grove, Gravois and Hunt avenue; Saloon, No. 7 N. Fifth st.: [48, 431, 433, 460]
directory-entry: Berry J. S., Farmer, Watson Road. P. O. Sappington.: [1274, 1540, 1523, 1554]
directory-entry: Burnet George, Jefferson Barracks Road. P. O. Carondelet.: [1274, 1556, 1554, 1569]
directory-entry: Witler John, 3203 Adams street.: [456, 175, 610, 189]
directory-entry: Way James W., Civil Engineer.: [865, 533, 1013, 546]
directory-entry: Turner Chas. H., (R. F. Barry, Chas. H. Turner,) House and Real Estate Agents and Negotiators of Loans, 706 Pine street.: [48, 97, 433, 126]
directory-entry: Cockrill Mrs. Mary A., Residence 3306 Locust street.: [48, 1271, 304, 1284]
directory-entry: Brockmann B., Undertaker of Funerals; keeps a large Stock of fine Burial Cases and Undertakers' Supplies; Horses and Buggies kept by week, day or month; 310, 312 and 314 Walnut street.: [48, 919, 433, 963]
directory-entry: Hall George D., President Sligo Iron Co., 1007 North Second street.: [48, 1411, 372, 1425]
section-heading: TAILOR.: [1027, 208, 1089, 223]
directory-entry: JANUARY T. T., County Treasurer.: [456, 950, 627, 963]
directory-entry: Moore John, Farmer, Fee Fee Road. P. O. Creve-cœur.: [865, 1412, 1124, 1425]
directory-entry: Kaiser F., King's Highway, near Gravois Road. P. O. South St. Louis Station.: [48, 1520, 414, 1533]
directory-entry: BROWN WM. H. DR., Coroner.: [456, 1043, 613, 1057]
section-heading: PHYSICIAN AND SURGEON.: [954, 104, 1162, 120]
directory-entry: Meier August, Proprietor Tower Grove Park Exchange, King's Highway and Manchester Road.: [48, 692, 433, 721]
directory-entry: EDWARDS JAMES C., Associate Justice.: [456, 794, 659, 808]
directory-entry: Weidsmann Michael, Farmer, Clayton Road. P. O. New Alsace.: [1274, 128, 1576, 142]
directory-entry: Kern Anton, Proprietor of Ballwin Wine and Beer Saloon; good Liquors, Wines, Cigars, etc.: [1274, 1315, 1659, 1344]
directory-entry: De Ward Charles, Farmer, Meramec Station. P. O. Meramec.: [865, 774, 1154, 787]
directory-entry: Warren J. S., Resident.: [865, 548, 974, 562]
page-number: 76: [48, 52, 75, 81]
directory-entry: Hayes J. H., Practical Horse Shoer and Blacksmith.: [456, 1196, 702, 1209]
directory-entry: Zimmerman Mathew, Farmer.: [1274, 1169, 1417, 1182]
section-heading: WAGON MANUFACTORY.: [148, 1048, 333, 1064]
section-heading: BLACKSMITH.: [595, 1174, 703, 1189]
directory-entry: Gates W. J., Resident.: [865, 423, 969, 437]
directory-entry: Duggan Michael, Keefer's Creek Road. P. O. Sherman.: [865, 821, 1127, 834]
directory-entry: Stohlman "Gus.": [865, 517, 946, 530]
directory-entry: O'Connor H. F., Recorder's Office.: [48, 1675, 213, 1689]
directory-entry: "The Weekly Mail." Largest, newsiest and best Newspaper published in St. Louis County. Subscription price, $2 00 per annum in advance. Philip H. Thomas, Managing Editor.: [456, 1730, 842, 1774]
section-subheading: CITY OF ST. LOUIS.: [593, 244, 706, 255]
directory-entry: Shotwell John, Farmer. P. O. Manchester.: [865, 1568, 1063, 1581]
directory-entry: Nirk Wm., Grape Grower and Wine Manufacturer. Bottled and Bulk Wine constant on hand; Residence Rose Hill.: [865, 348, 1251, 377]
directory-entry: Fitzgerald J. W., Farmer, near Olive St. Road. P. O. Creve-cœur.: [865, 868, 1170, 881]
